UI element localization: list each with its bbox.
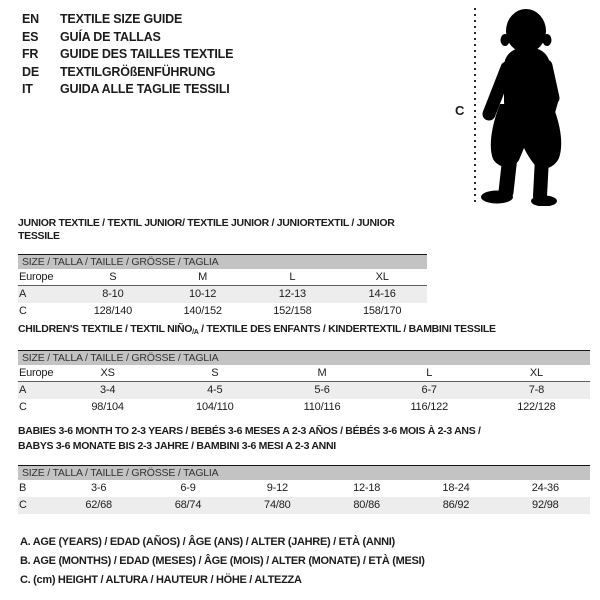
size-column: S [109,270,117,283]
value-cell: 86/92 [442,499,470,511]
region-label: Europe [19,366,54,379]
title-subscript: /A [192,329,199,336]
value-cell: 68/74 [174,499,202,511]
value-cell: 4-5 [207,384,223,396]
language-row-it [22,81,233,99]
language-row-fr [22,46,233,64]
row-label: A [19,288,27,300]
value-cell: 140/152 [183,305,222,317]
language-row-es [22,29,233,47]
row-label: C [19,401,27,413]
title-line-2: BABYS 3-6 MONATE BIS 2-3 JAHRE / BAMBINI 3-6 MESI A 2-3 ANNI [18,440,336,452]
babies-table-title [18,424,590,454]
value-cell: 12-18 [353,482,381,494]
size-column: XL [375,270,389,283]
value-cell: 9-12 [266,482,288,494]
language-label: GUÍA DE TALLAS [60,29,161,44]
value-cell: 7-8 [528,384,545,396]
value-cell: 80/86 [353,499,380,511]
value-cell: 116/122 [410,401,448,413]
language-label: TEXTILGRÖßENFÜHRUNG [60,64,216,79]
value-cell: 62/68 [85,499,112,511]
language-code: IT [22,82,33,97]
value-cell: 18-24 [442,482,470,494]
size-column: L [289,270,296,283]
value-cell: 152/158 [273,305,312,317]
childrens-table-title [18,323,590,339]
value-cell: 6-7 [421,384,437,396]
size-column: L [426,366,433,379]
size-header-bar: SIZE / TALLA / TAILLE / GRÖSSE / TAGLIA [18,254,427,269]
language-code: DE [22,64,39,79]
value-cell: 92/98 [532,499,559,511]
language-row-en [22,11,233,29]
row-label: C [19,305,27,317]
language-row-de [22,64,233,82]
babies-textile-section [18,424,590,514]
size-column: S [211,366,219,379]
title-text: / TEXTILE DES ENFANTS / KINDERTEXTIL / BAMBINI TESSILE [198,323,496,335]
junior-table-title: JUNIOR TEXTILE / TEXTIL JUNIOR/ TEXTILE JUNIOR / JUNIORTEXTIL / JUNIOR TESSILE [18,217,395,242]
size-column: M [317,366,327,379]
table-row-sizes [18,365,590,382]
size-header-bar: SIZE / TALLA / TAILLE / GRÖSSE / TAGLIA [18,350,590,365]
value-cell: 24-36 [531,482,559,494]
language-label: GUIDA ALLE TAGLIE TESSILI [60,82,230,97]
title-line-1: BABIES 3-6 MONTH TO 2-3 YEARS / BEBÉS 3-6 MESES A 2-3 AÑOS / BÉBÉS 3-6 MOIS À 2-3 ANS / [18,425,481,437]
table-row-height [18,497,590,514]
height-dotted-line [474,8,476,206]
table-row-age-months [18,480,590,497]
junior-textile-section [18,217,427,320]
value-cell: 5-6 [314,384,330,396]
table-row-age [18,286,427,303]
row-label: C [19,499,27,511]
childrens-textile-section [18,323,590,416]
language-code: FR [22,47,39,62]
value-cell: 98/104 [91,401,124,413]
legend-line-b: B. AGE (MONTHS) / EDAD (MESES) / ÂGE (MOIS) / ALTER (MONATE) / ETÀ (MESI) [20,554,425,567]
measurement-legend [20,533,425,589]
value-cell: 10-12 [189,288,217,300]
language-label: TEXTILE SIZE GUIDE [60,12,183,26]
value-cell: 6-9 [180,482,196,494]
value-cell: 74/80 [264,499,291,511]
height-marker-label: C [455,103,465,118]
table-row-age [18,382,590,399]
value-cell: 110/116 [303,401,341,413]
language-code: ES [22,29,39,44]
size-column: XL [529,366,543,379]
table-row-height [18,303,427,320]
size-header-bar: SIZE / TALLA / TAILLE / GRÖSSE / TAGLIA [18,465,590,480]
table-row-sizes [18,269,427,286]
value-cell: 122/128 [517,401,556,413]
legend-line-a: A. AGE (YEARS) / EDAD (AÑOS) / ÂGE (ANS) / ALTER (JAHRE) / ETÀ (ANNI) [20,536,395,548]
value-cell: 158/170 [362,305,402,317]
language-code: EN [22,12,39,26]
row-label: A [19,384,27,396]
region-label: Europe [19,270,54,283]
baby-silhouette-image [480,6,568,206]
row-label: B [19,482,27,494]
value-cell: 14-16 [368,288,396,300]
legend-line-c: C. (cm) HEIGHT / ALTURA / HAUTEUR / HÖHE / ALTEZZA [20,573,302,586]
size-column: XS [100,366,115,379]
value-cell: 128/140 [93,305,133,317]
language-list [22,11,233,99]
size-column: M [198,270,208,283]
language-label: GUIDE DES TAILLES TEXTILE [60,47,234,62]
value-cell: 12-13 [278,288,306,300]
value-cell: 3-4 [99,384,116,396]
title-text: CHILDREN'S TEXTILE / TEXTIL NIÑO [18,323,193,335]
table-row-height [18,399,590,416]
value-cell: 3-6 [91,482,107,494]
value-cell: 8-10 [102,288,124,300]
value-cell: 104/110 [196,401,234,413]
